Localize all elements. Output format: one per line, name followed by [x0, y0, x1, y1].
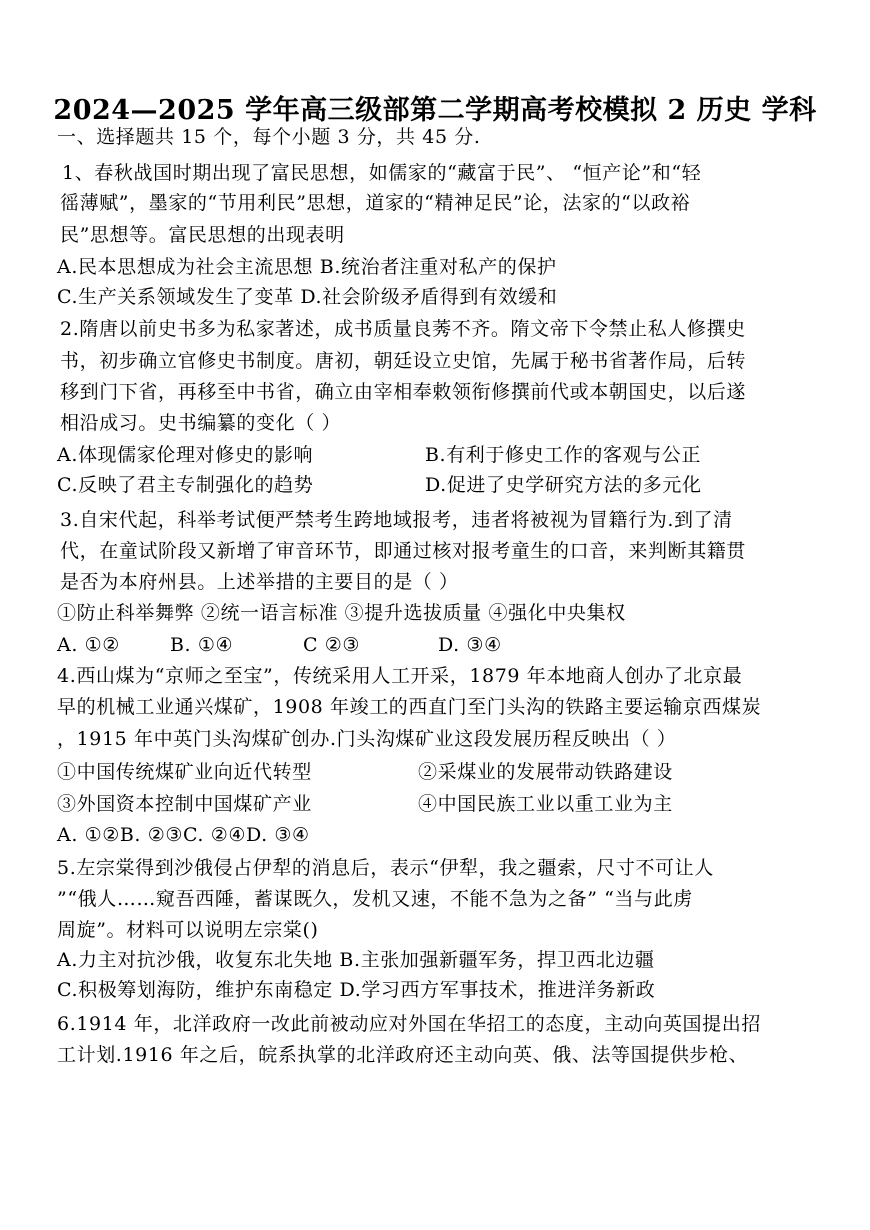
q5-line-1: 5.左宗棠得到沙俄侵占伊犁的消息后，表示“伊犁，我之疆索，尺寸不可让人 [57, 857, 714, 879]
q2-option-b: B.有利于修史工作的客观与公正 [425, 444, 702, 466]
q2-line-1: 2.隋唐以前史书多为私家著述，成书质量良莠不齐。隋文帝下令禁止私人修撰史 [60, 318, 746, 340]
q3-line-1: 3.自宋代起，科举考试便严禁考生跨地域报考，违者将被视为冒籍行为.到了清 [60, 509, 733, 531]
section-heading: 一、选择题共 15 个，每个小题 3 分，共 45 分. [57, 126, 481, 148]
q3-line-2: 代，在童试阶段又新增了审音环节，即通过核对报考童生的口音，来判断其籍贯 [60, 540, 747, 562]
q2-option-a: A.体现儒家伦理对修史的影响 [57, 444, 314, 466]
q4-line-1: 4.西山煤为“京师之至宝”，传统采用人工开采，1879 年本地商人创办了北京最 [57, 665, 743, 687]
q4-line-2: 早的机械工业通兴煤矿，1908 年竣工的西直门至门头沟的铁路主要运输京西煤炭 [57, 696, 762, 718]
q4-item-4: ④中国民族工业以重工业为主 [418, 793, 673, 815]
q5-option-cd: C.积极筹划海防，维护东南稳定 D.学习西方军事技术，推进洋务新政 [57, 979, 656, 1001]
q2-option-c: C.反映了君主专制强化的趋势 [57, 474, 314, 496]
q2-line-4: 相沿成习。史书编纂的变化（ ） [60, 412, 342, 434]
q4-line-3: ，1915 年中英门头沟煤矿创办.门头沟煤矿业这段发展历程反映出（ ） [57, 728, 677, 750]
q6-line-2: 工计划.1916 年之后，皖系执掌的北洋政府还主动向英、俄、法等国提供步枪、 [57, 1044, 749, 1066]
q3-option-b: B. ①④ [170, 634, 234, 656]
q4-item-1: ①中国传统煤矿业向近代转型 [57, 761, 312, 783]
q3-items: ①防止科举舞弊 ②统一语言标准 ③提升选拔质量 ④强化中央集权 [57, 602, 626, 624]
q1-option-cd: C.生产关系领域发生了变革 D.社会阶级矛盾得到有效缓和 [57, 286, 558, 308]
q1-option-ab: A.民本思想成为社会主流思想 B.统治者注重对私产的保护 [57, 256, 557, 278]
q3-line-3: 是否为本府州县。上述举措的主要目的是（ ） [60, 571, 459, 593]
q4-item-2: ②采煤业的发展带动铁路建设 [418, 761, 673, 783]
q2-option-d: D.促进了史学研究方法的多元化 [425, 474, 702, 496]
q1-line-1: 1、春秋战国时期出现了富民思想，如儒家的“藏富于民”、 “恒产论”和“轻 [62, 162, 702, 184]
q2-line-3: 移到门下省，再移至中书省，确立由宰相奉敕领衔修撰前代或本朝国史，以后遂 [60, 381, 747, 403]
q1-line-2: 徭薄赋”，墨家的“节用利民”思想，道家的“精神足民”论，法家的“以政裕 [60, 192, 691, 214]
q4-options: A. ①②B. ②③C. ②④D. ③④ [57, 824, 310, 846]
q5-option-ab: A.力主对抗沙俄，收复东北失地 B.主张加强新疆军务，捍卫西北边疆 [57, 949, 655, 971]
q6-line-1: 6.1914 年，北洋政府一改此前被动应对外国在华招工的态度，主动向英国提出招 [57, 1013, 761, 1035]
q3-option-d: D. ③④ [438, 634, 502, 656]
exam-title: 2024—2025 学年高三级部第二学期高考校模拟 2 历史 学科 [53, 95, 817, 126]
q4-item-3: ③外国资本控制中国煤矿产业 [57, 793, 312, 815]
q3-option-c: C ②③ [303, 634, 361, 656]
q5-line-3: 周旋”。材料可以说明左宗棠() [57, 919, 319, 941]
q3-option-a: A. ①② [57, 634, 120, 656]
q5-line-2: ”“俄人……窥吾西陲，蓄谋既久，发机又速，不能不急为之备” “当与此虏 [57, 888, 693, 910]
q1-line-3: 民”思想等。富民思想的出现表明 [60, 224, 345, 246]
q2-line-2: 书，初步确立官修史书制度。唐初，朝廷设立史馆，先属于秘书省著作局，后转 [60, 350, 747, 372]
